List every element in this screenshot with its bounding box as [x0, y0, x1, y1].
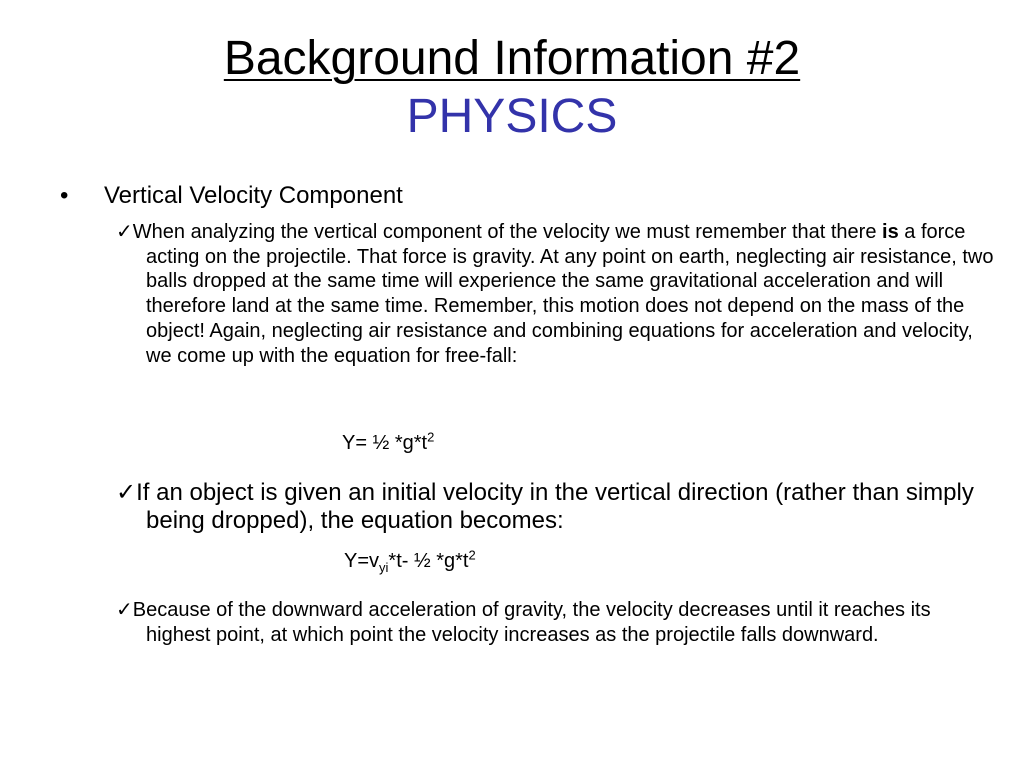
equation2-exponent: 2	[468, 547, 476, 563]
checkmark-icon: ✓	[116, 478, 137, 506]
title-subtitle: PHYSICS	[406, 90, 618, 143]
slide-title	[0, 30, 1024, 146]
equation-free-fall	[342, 431, 434, 455]
checkmark-icon: ✓	[116, 597, 133, 621]
check-point-3	[116, 597, 996, 647]
bullet-vertical-velocity	[60, 181, 403, 211]
equation-initial-velocity	[344, 549, 476, 573]
equation2-part2: *t- ½ *g*t	[388, 550, 469, 572]
title-main: Background Information #2	[223, 32, 801, 85]
point1-text-b: a force acting on the projectile. That force is gravity. At any point on earth, neglecting air resistance, two balls dropped at the same time will experience the same gravitational acceleration and will therefore land at the same time. Remember, this motion does not depend on the mass of the object! Again, neglecting air resistance and combining equations for acceleration and velocity, we come up with the equation for free-fall:	[146, 221, 994, 367]
equation2-subscript: yi	[379, 560, 389, 575]
point1-text-a: When analyzing the vertical component of the velocity we must remember that there	[132, 221, 883, 243]
checkmark-icon: ✓	[116, 219, 133, 243]
point2-text: If an object is given an initial velocity in the vertical direction (rather than simply being dropped), the equation becomes:	[136, 479, 974, 534]
equation1-base: Y= ½ *g*t	[342, 432, 428, 454]
point1-bold: is	[882, 221, 899, 243]
bullet-icon: •	[60, 182, 69, 209]
check-point-2	[116, 478, 996, 535]
equation2-part1: Y=v	[344, 550, 380, 572]
bullet-text: Vertical Velocity Component	[104, 182, 403, 209]
equation1-exponent: 2	[427, 429, 435, 445]
check-point-1	[116, 219, 996, 368]
point3-text: Because of the downward acceleration of gravity, the velocity decreases until it reaches its highest point, at which point the velocity increases as the projectile falls downward.	[132, 599, 931, 646]
